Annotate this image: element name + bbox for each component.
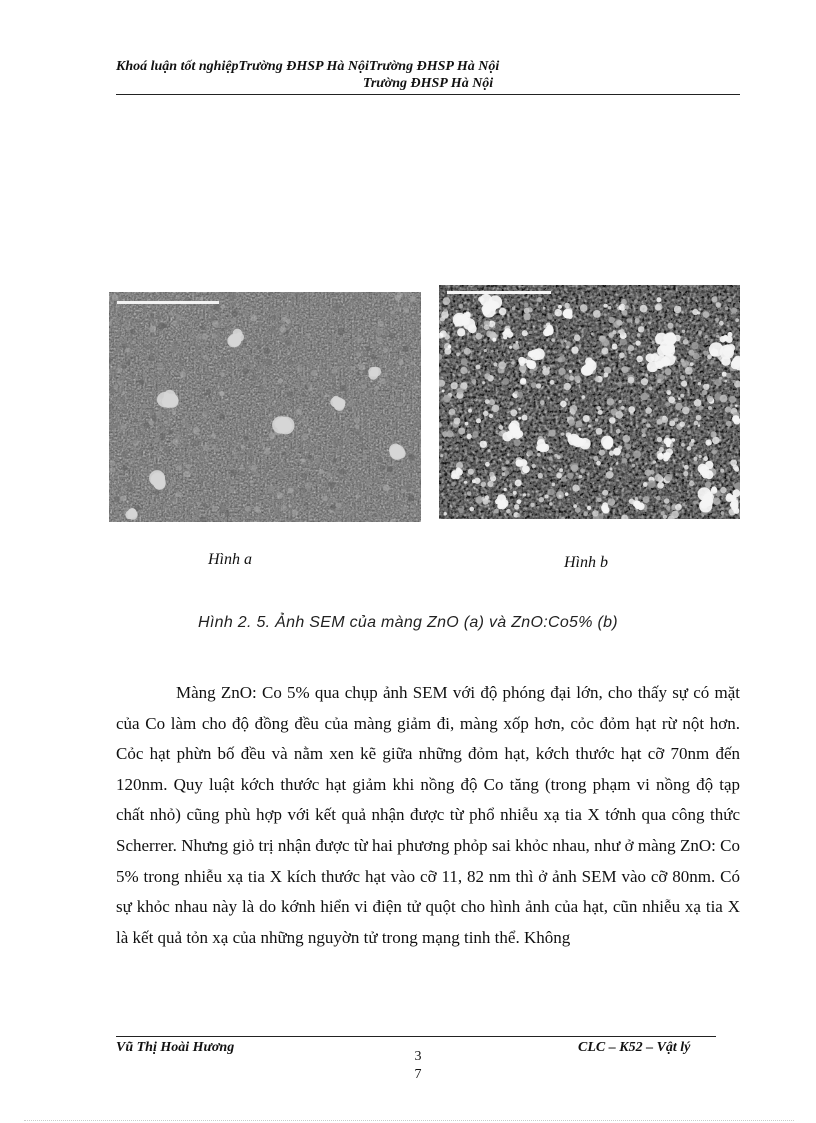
sem-image-a [109,292,421,522]
page-number [408,1048,428,1084]
page-number-line-1: 3 [414,1049,422,1064]
sem-image-b [439,285,740,519]
header-line-2: Trường ĐHSP Hà Nội [362,76,494,91]
header-line-1: Khoá luận tốt nghiệpTrường ĐHSP Hà NộiTrường ĐHSP Hà Nội [116,59,500,74]
figure-caption: Hình 2. 5. Ảnh SEM của màng ZnO (a) và ZnO:Co5% (b) [198,614,618,631]
figure-label-a: Hình a [208,551,252,568]
header-rule [116,94,740,95]
footer-rule [116,1036,716,1037]
body-text [116,678,740,953]
footer-author: Vũ Thị Hoài Hương [116,1040,235,1055]
footer-course: CLC – K52 – Vật lý [578,1040,691,1055]
scale-bar [447,291,551,294]
scale-bar [117,301,219,304]
body-paragraph: Màng ZnO: Co 5% qua chụp ảnh SEM với độ phóng đại lớn, cho thấy sự có mặt của Co làm cho độ đồng đều của màng giảm đi, màng xốp hơn, cỏc đỏm hạt rừ nột hơn. Cỏc hạt phừn bố đều và nằm xen kẽ giữa những đỏm hạt, kớch thước hạt cỡ 70nm đến 120nm. Quy luật kớch thước hạt giảm khi nồng độ Co tăng (trong phạm vi nồng độ tạp chất nhỏ) cũng phù hợp với kết quả nhận được từ phổ nhiễu xạ tia X tớnh qua công thức Scherrer. Nhưng giỏ trị nhận được từ hai phương phỏp sai khỏc nhau, như ở màng ZnO: Co 5% trong nhiễu xạ tia X kích thước hạt vào cỡ 11, 82 nm thì ở ảnh SEM vào cỡ 80nm. Có sự khỏc nhau này là do kớnh hiển vi điện tử quột cho hình ảnh của hạt, cũn nhiễu xạ tia X là kết quả tỏn xạ của những nguyờn tử trong mạng tinh thể. Không [116,683,740,947]
page-header [116,58,740,92]
figure-label-b: Hình b [564,554,608,571]
page-number-line-2: 7 [414,1067,422,1082]
page-edge [24,1120,794,1121]
